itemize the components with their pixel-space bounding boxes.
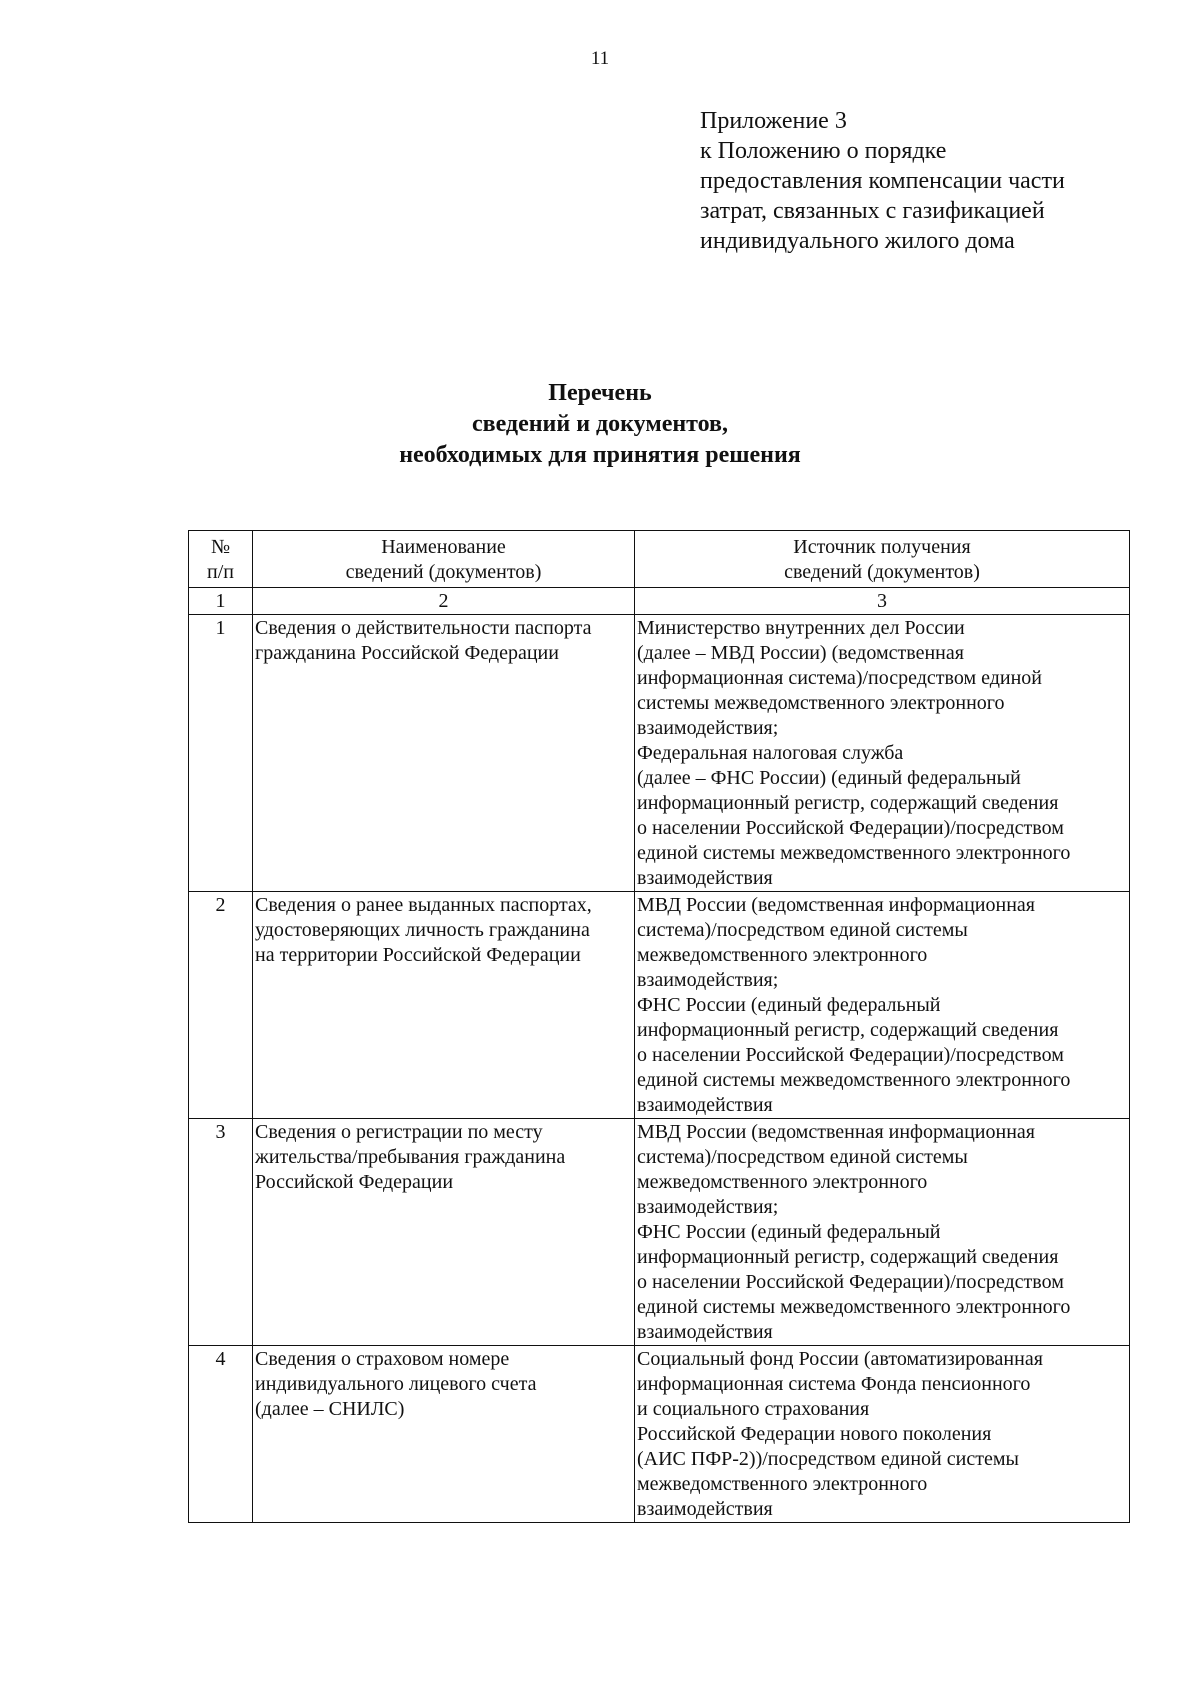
- document-title: [0, 378, 1200, 471]
- source-line: Федеральная налоговая служба: [637, 742, 904, 764]
- info-name-line: Сведения о ранее выданных паспортах,: [255, 894, 592, 916]
- page-number: 11: [590, 48, 610, 69]
- source-line: системы межведомственного электронного: [637, 692, 1005, 714]
- source-cell: [635, 615, 1130, 892]
- table-header-row: [189, 531, 1130, 588]
- appendix-line: Приложение 3: [700, 108, 847, 134]
- source-line: о населении Российской Федерации)/посредством: [637, 1271, 1064, 1293]
- source-cell: [635, 892, 1130, 1119]
- source-line: взаимодействия: [637, 1321, 773, 1343]
- appendix-line: индивидуального жилого дома: [700, 228, 1015, 254]
- source-line: взаимодействия: [637, 1094, 773, 1116]
- info-name-line: индивидуального лицевого счета: [255, 1373, 537, 1395]
- header-line: Источник получения: [793, 536, 971, 558]
- appendix-line: предоставления компенсации части: [700, 168, 1065, 194]
- info-name-line: Сведения о действительности паспорта: [255, 617, 592, 639]
- source-line: (АИС ПФР-2))/посредством единой системы: [637, 1448, 1019, 1470]
- source-line: информационная система Фонда пенсионного: [637, 1373, 1031, 1395]
- title-line: необходимых для принятия решения: [399, 442, 801, 468]
- source-line: система)/посредством единой системы: [637, 919, 968, 941]
- source-line: взаимодействия;: [637, 969, 779, 991]
- info-name-line: гражданина Российской Федерации: [255, 642, 559, 664]
- source-line: взаимодействия;: [637, 717, 779, 739]
- table-row: [189, 1119, 1130, 1346]
- source-line: и социального страхования: [637, 1398, 870, 1420]
- header-line: п/п: [207, 561, 234, 583]
- title-line: Перечень: [548, 380, 652, 406]
- source-line: (далее – МВД России) (ведомственная: [637, 642, 964, 664]
- info-name-line: жительства/пребывания гражданина: [255, 1146, 566, 1168]
- source-line: взаимодействия: [637, 1498, 773, 1520]
- source-line: Социальный фонд России (автоматизированная: [637, 1348, 1043, 1370]
- header-cell-number: [189, 531, 253, 588]
- header-line: №: [210, 536, 231, 558]
- column-number: 2: [253, 588, 635, 615]
- source-line: система)/посредством единой системы: [637, 1146, 968, 1168]
- info-name-cell: [253, 1119, 635, 1346]
- source-line: Министерство внутренних дел России: [637, 617, 965, 639]
- info-name-line: Сведения о регистрации по месту: [255, 1121, 543, 1143]
- info-name-cell: [253, 1346, 635, 1523]
- source-cell: [635, 1346, 1130, 1523]
- info-name-line: Российской Федерации: [255, 1171, 454, 1193]
- source-line: межведомственного электронного: [637, 1473, 928, 1495]
- source-line: единой системы межведомственного электронного: [637, 842, 1071, 864]
- header-line: сведений (документов): [784, 561, 980, 583]
- source-line: МВД России (ведомственная информационная: [637, 894, 1035, 916]
- source-line: МВД России (ведомственная информационная: [637, 1121, 1035, 1143]
- info-name-cell: [253, 615, 635, 892]
- title-line: сведений и документов,: [471, 411, 729, 437]
- source-line: о населении Российской Федерации)/посредством: [637, 817, 1064, 839]
- source-line: информационная система)/посредством единой: [637, 667, 1042, 689]
- source-cell: [635, 1119, 1130, 1346]
- source-line: Российской Федерации нового поколения: [637, 1423, 992, 1445]
- table-row: [189, 615, 1130, 892]
- source-line: информационный регистр, содержащий сведения: [637, 1246, 1059, 1268]
- source-line: ФНС России (единый федеральный: [637, 1221, 941, 1243]
- info-name-line: (далее – СНИЛС): [255, 1398, 405, 1420]
- column-numbers-row: [189, 588, 1130, 615]
- source-line: информационный регистр, содержащий сведения: [637, 792, 1059, 814]
- row-number: 1: [189, 615, 253, 892]
- appendix-line: затрат, связанных с газификацией: [700, 198, 1045, 224]
- info-name-cell: [253, 892, 635, 1119]
- source-line: взаимодействия;: [637, 1196, 779, 1218]
- column-number: 3: [635, 588, 1130, 615]
- documents-table: [188, 530, 1130, 1523]
- column-number: 1: [189, 588, 253, 615]
- header-cell-source: [635, 531, 1130, 588]
- source-line: ФНС России (единый федеральный: [637, 994, 941, 1016]
- table-row: [189, 1346, 1130, 1523]
- header-cell-name: [253, 531, 635, 588]
- header-line: Наименование: [381, 536, 506, 558]
- appendix-header: [700, 106, 1160, 256]
- info-name-line: удостоверяющих личность гражданина: [255, 919, 590, 941]
- row-number: 4: [189, 1346, 253, 1523]
- source-line: взаимодействия: [637, 867, 773, 889]
- source-line: межведомственного электронного: [637, 944, 928, 966]
- source-line: о населении Российской Федерации)/посредством: [637, 1044, 1064, 1066]
- header-line: сведений (документов): [345, 561, 542, 583]
- info-name-line: Сведения о страховом номере: [255, 1348, 510, 1370]
- source-line: единой системы межведомственного электронного: [637, 1069, 1071, 1091]
- info-name-line: на территории Российской Федерации: [255, 944, 581, 966]
- row-number: 3: [189, 1119, 253, 1346]
- row-number: 2: [189, 892, 253, 1119]
- source-line: (далее – ФНС России) (единый федеральный: [637, 767, 1021, 789]
- appendix-line: к Положению о порядке: [700, 138, 947, 164]
- source-line: единой системы межведомственного электронного: [637, 1296, 1071, 1318]
- source-line: межведомственного электронного: [637, 1171, 928, 1193]
- source-line: информационный регистр, содержащий сведения: [637, 1019, 1059, 1041]
- table-row: [189, 892, 1130, 1119]
